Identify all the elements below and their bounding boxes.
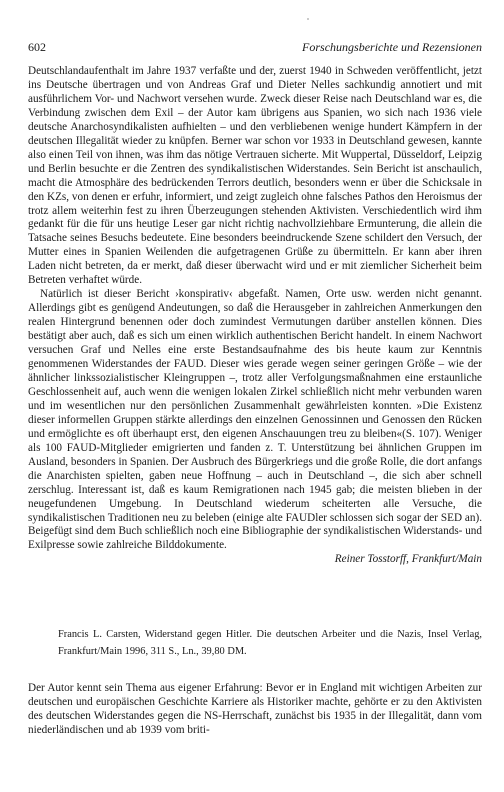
review-paragraph-2: Natürlich ist dieser Bericht ›konspirativ‹ abgefaßt. Namen, Orte usw. werden nicht genannt. Allerdings gibt es genügend Andeutungen, so daß die Herausgeber in zahlreichen Anmerkungen den realen Hintergrund benennen oder doch zumindest Vermutungen darüber anstellen können. Dies bestätigt aber auch, daß es sich um einen wirklich authentischen Bericht handelt. In einem Nachwort versuchen Graf und Nelles eine erste Bestandsaufnahme des bis heute kaum zur Kenntnis genommenen Widerstandes der FAUD. Dieser wies gerade wegen seiner geringen Größe – wie der ähnlicher linkssozialistischer Kleingruppen –, trotz aller Verfolgungsmaßnahmen eine erstaunliche Geschlossenheit auf, auch wenn die wenigen lokalen Zirkel schließlich nicht mehr verbunden waren und im wesentlichen nur den persönlichen Zusammenhalt gewährleisten konnten. »Die Existenz dieser informellen Gruppen stärkte allerdings den einzelnen Genossinnen und Genossen den Rücken und ermöglichte es oft überhaupt erst, den eigenen Anschauungen treu zu bleiben«(S. 107). Weniger als 100 FAUD-Mitglieder emigrierten und fanden z. T. Unterstützung bei ähnlichen Gruppen im Ausland, besonders in Spanien. Der Ausbruch des Bürgerkriegs und die große Rolle, die dort anfangs die Anarchisten spielten, gaben neue Hoffnung – auch in Deutschland –, die sich aber schnell zerschlug. Interessant ist, daß es kaum Remigrationen nach 1945 gab; die meisten blieben in der neugefundenen Umgebung. In Deutschland wiederum scheiterten alle Versuche, die syndikalistischen Traditionen neu zu beleben (einige alte FAUDler schlossen sich sogar der SED an). Beigefügt sind dem Buch schließlich noch eine Bibliographie der syndikalistischen Widerstands- und Exilpresse sowie zahlreiche Bilddokumente. — [28, 288, 482, 552]
new-review-paragraph: Der Autor kennt sein Thema aus eigener Erfahrung: Bevor er in England mit wichtigen Arbeiten zur deutschen und europäischen Geschichte Karriere als Historiker machte, gehörte er zu den Aktivisten des deutschen Widerstandes gegen die NS-Herrschaft, zunächst bis 1935 in der Illegalität, dann vom niederländischen und ab 1939 vom briti- — [28, 682, 482, 737]
review-continuation — [28, 65, 482, 567]
review-paragraph-1: Deutschlandaufenthalt im Jahre 1937 verfaßte und der, zuerst 1940 in Schweden veröffentlicht, jetzt ins Deutsche übertragen und von Andreas Graf und Dieter Nelles sachkundig annotiert und mit ausführlichem Vor- und Nachwort versehen wurde. Zweck dieser Reise nach Deutschland war es, die Verbindung zwischen dem Exil – der Autor kam übrigens aus Spanien, wo sich nach 1936 viele deutsche Anarchosyndikalisten aufhielten – und den verbliebenen wenige hundert Kämpfern in der deutschen Illegalität wieder zu knüpfen. Berner war schon vor 1933 in Deutschland gewesen, kannte also einen Teil von ihnen, was ihm das nötige Vertrauen sicherte. Mit Wuppertal, Düsseldorf, Leipzig und Berlin besuchte er die Zentren des syndikalistischen Widerstandes. Sein Bericht ist anschaulich, macht die Atmosphäre des bedrückenden Terrors deutlich, besonders wenn er über die Schicksale in den KZs, von denen er erfuhr, informiert, und zeigt zugleich ohne falsches Pathos den Heroismus der trotz allem weiterhin fest zu ihren Überzeugungen stehenden Aktivisten. Verschiedentlich wird ihm gedankt für die für uns heutige Leser gar nicht richtig nachvollziehbare Ermunterung, die allein die Tatsache seines Besuchs bedeutete. Eine besonders beeindruckende Szene schildert den Versuch, der Mutter eines in Spanien Weilenden die aufgetragenen Grüße zu übermitteln. Er kann aber ihren Laden nicht betreten, da er merkt, daß dieser überwacht wird und er mit ziemlicher Sicherheit beim Betreten verhaftet würde. — [28, 65, 482, 287]
page-number: 602 — [28, 40, 46, 54]
bibliographic-entry: Francis L. Carsten, Widerstand gegen Hitler. Die deutschen Arbeiter und die Nazis, Insel Verlag, Frankfurt/Main 1996, 311 S., Ln., 39,80 DM. — [58, 629, 482, 657]
reviewer-signature: Reiner Tosstorff, Frankfurt/Main — [334, 553, 482, 566]
scan-speck — [307, 18, 309, 20]
running-title: Forschungsberichte und Rezensionen — [302, 40, 482, 54]
running-header — [28, 40, 482, 56]
